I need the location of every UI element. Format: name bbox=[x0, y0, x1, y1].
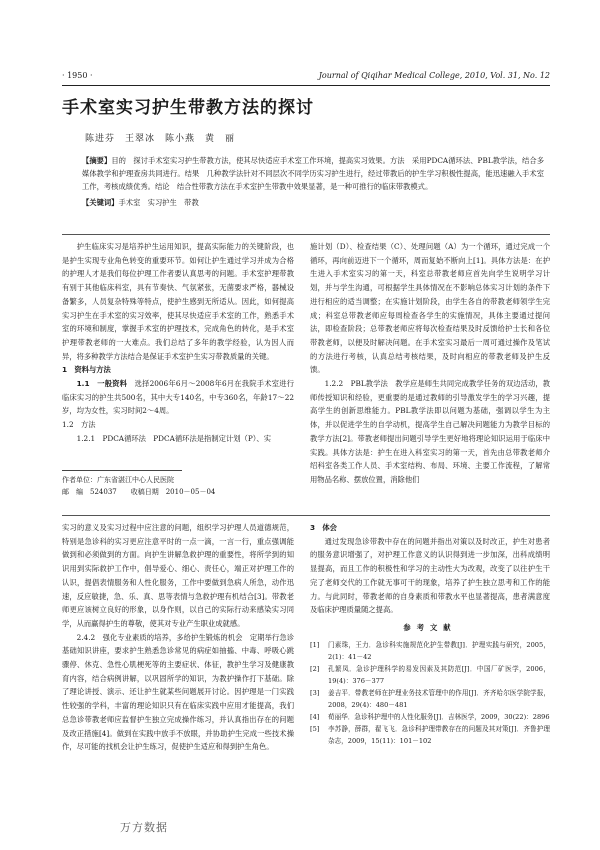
reference-item bbox=[310, 723, 550, 747]
reference-item bbox=[310, 687, 550, 711]
section-3-paragraph: 通过发现急诊带教中存在的问题并指出对策以及时改正，护生对患者的服务意识增强了，对护理工作意义的认识得到进一步加深，出科成绩明显提高，而且工作的积极性和学习的主动性大为改观，改变了以往护生干完了老师交代的工作就无事可干的现象，培养了护生独立思考和工作的能力。与此同时，带教老师的自身素质和带教水平也显著提高，患者满意度及临床护理质量随之提高。 bbox=[310, 536, 550, 615]
keywords-text: 手术室 实习护生 带教 bbox=[118, 198, 199, 207]
header-rule bbox=[62, 85, 550, 86]
continuation-paragraph: 实习的意义及实习过程中应注意的问题，组织学习护理人员道德规范，特别是急诊科的实习更应注意平时的一点一滴，一言一行，重点强调能做到和必须做到的方面。向护生讲解急救护理的重要性，将所学到的知识用到实际救护工作中，倡导爱心、细心、责任心，端正对护理工作的认识，提倡表情服务和人性化服务，工作中要做到急病人所急，动作迅速，反应敏捷，急、乐、真、思等表情与急救护理有机结合[3]。带教老师更应该树立良好的形象，以身作则，以自己的实际行动来感染实习同学，从而赢得护生的尊敬，使其对专业产生职业成就感。 bbox=[62, 523, 294, 628]
running-head bbox=[62, 69, 550, 83]
reference-text: 孔繁凤．急诊护理科学的易发因素及其防范[J]．中国厂矿医学，2006，19(4)：376－377 bbox=[328, 664, 550, 685]
article-separator-rule bbox=[62, 515, 550, 516]
abstract-text: 目的 探讨手术室实习护生带教方法，使其尽快适应手术室工作环境，提高实习效果。方法 采用PDCA循环法、PBL教学法，结合多媒体教学和护理查房共同进行。结果 几种教学法针对不同层次不同学历实习护生进行，经过带教后的护生学习积极性提高，能迅速融入手术室工作，考核成绩优秀。结论 结合性带教方法在手术室护生带教中效果显著，是一种可推行的临床带教模式。 bbox=[82, 156, 544, 191]
intro-paragraph: 护生临床实习是培养护生运用知识，提高实际能力的关键阶段，也是护生实现专业角色转变的重要环节。如何让护生通过学习并成为合格的护理人才是我们每位护理工作者要认真思考的问题。手术室护理带教有别于其他临床科室，具有节奏快、气氛紧张，无菌要求严格，器械设备繁多，人员复杂特殊等特点，使护生感到无所适从。因此，如何提高实习护生在手术室的实习效率，使其尽快适应手术室的工作，熟悉手术室的环境和制度，掌握手术室的护理技术，完成角色的转化，是手术室护理带教老师的一大难点。我们总结了多年的教学经验，认为因人而异，将多种教学方法结合是保证手术室护生实习带教质量的关键。 bbox=[62, 242, 294, 361]
abstract-rule bbox=[62, 234, 550, 235]
wanfang-watermark: 万方数据 bbox=[120, 821, 168, 834]
section-2-4-2-paragraph: 2.4.2 强化专业素质的培养，多给护生锻炼的机会 定期举行急诊基础知识讲座，要求护生熟悉急诊常见的病症如抽搐、中毒、呼吸心跳骤停、休克、急性心肌梗死等的主要症状、体征，教护生学习及健康教育内容，结合病例讲解，以巩固所学的知识，为教护操作打下基础。除了理论讲授、演示、还让护生就某些问题展开讨论。因护理是一门实践性较强的学科，丰富的理论知识只有在临床实践中应用才能提高，我们总急诊带教老师应监督护生独立完成操作练习，并认真指出存在的问题及改正措施[4]。做到在实践中放手不放眼，并协助护生完成一些技术操作，尽可能的找机会让护生练习，促使护生适应和得到护生角色。 bbox=[62, 632, 294, 752]
reference-number: [5] bbox=[310, 724, 320, 733]
abstract bbox=[82, 154, 544, 209]
keywords-line bbox=[82, 196, 544, 209]
reference-text: 李苏静，薛群，翟飞飞．急诊科护理带教存在的问题及其对策[J]．齐鲁护理杂志，2009，15(11)：101－102 bbox=[328, 724, 550, 745]
section-1-2-1-start: 1.2.1 PDCA循环法 PDCA循环法是指制定计划（P）、实 bbox=[76, 433, 271, 443]
reference-item bbox=[310, 639, 550, 663]
reference-number: [1] bbox=[310, 640, 320, 649]
section-1-heading: 1 资料与方法 bbox=[62, 365, 111, 375]
section-1-1-text: 选择2006年6月～2008年6月在我院手术室进行临床实习的护生共500名，其中大专140名，中专360名，年龄17～22岁，均为女性，实习时间2～4周。 bbox=[62, 379, 294, 416]
column-top-left bbox=[62, 240, 294, 446]
reference-number: [3] bbox=[310, 688, 320, 697]
reference-text: 门素珠，王力．急诊科实施规范化护生带教[J]．护理实践与研究，2005，2(1)：41－42 bbox=[328, 640, 550, 661]
reference-number: [4] bbox=[310, 712, 320, 721]
reference-text: 姜吉平．带教老师在护理业务技术管理中的作用[J]．齐齐哈尔医学院学报，2008，29(4)：480－481 bbox=[328, 688, 550, 709]
footnote-zip-date: 邮 编 524037 收稿日期 2010－05－04 bbox=[62, 488, 216, 496]
reference-item bbox=[310, 663, 550, 687]
reference-number: [2] bbox=[310, 664, 320, 673]
footnote bbox=[62, 474, 294, 498]
references-list bbox=[310, 639, 550, 747]
abstract-label: 【摘要】 bbox=[82, 156, 112, 165]
section-3-heading: 3 体会 bbox=[310, 523, 337, 532]
reference-item bbox=[310, 711, 550, 723]
footnote-rule bbox=[62, 470, 182, 471]
article-authors: 陈进芬 王翠冰 陈小燕 黄 丽 bbox=[85, 134, 236, 144]
abstract-paragraph bbox=[82, 154, 544, 193]
footnote-affiliation: 作者单位：广东省湛江中心人民医院 bbox=[62, 476, 174, 484]
column-top-right bbox=[310, 240, 550, 487]
references-heading: 参考文献 bbox=[403, 622, 457, 632]
column-bottom-left bbox=[62, 521, 294, 754]
article-title: 手术室实习护生带教方法的探讨 bbox=[62, 98, 314, 118]
section-1-1-heading: 1.1 一般资料 bbox=[76, 379, 128, 389]
column-bottom-right bbox=[310, 521, 550, 747]
reference-text: 荀丽华．急诊科护理中的人性化服务[J]．吉林医学，2009，30(22)：2896 bbox=[328, 712, 550, 721]
pbl-paragraph: 1.2.2 PBL教学法 教学应是师生共同完成教学任务的双边活动，教师传授知识和经验，更重要的是通过教师的引导激发学生的学习兴趣，提高学生的创新思维能力。PBL教学法即以问题为基础，强调以学生为主体，并以促进学生的自学动机，提高学生自己解决问题能力为教学目标的教学方法[2]。带教老师提出问题引导学生更好地将理论知识运用于临床中实践。具体方法是：护生在进入科室实习的第一天，首先由总带教老师介绍科室各类工作人员、手术室结构、布局、环境、主要工作流程，了解常用物品名称、摆放位置，消除他们 bbox=[310, 379, 550, 484]
page-number: · 1950 · bbox=[62, 71, 93, 80]
section-1-2-heading: 1.2 方法 bbox=[62, 420, 96, 430]
pdca-continuation: 施计划（D）、检查结果（C）、处理问题（A）为一个循环，通过完成一个循环，再向前迈进下一个循环，周而复始不断向上[1]。具体方法是：在护生进入手术室实习的第一天，科室总带教老师应首先向学生说明学习计划，并与学生沟通，可根据学生具体情况在不影响总体实习计划的条件下进行相应的适当调整；在实施计划阶段，由学生各自的带教老师领学生完成；科室总带教老师应每周检查各学生的实施情况，具体主要通过提问法，即检查阶段；总带教老师应将每次检查结果及时反馈给护士长和各位带教老师，以便及时解决问题。在手术室实习最后一周可通过操作及笔试的方法进行考核，认真总结考核结果，及时向相应的带教老师及护生反馈。 bbox=[310, 242, 550, 375]
keywords-label: 【关键词】 bbox=[82, 198, 119, 207]
journal-citation: Journal of Qiqihar Medical College, 2010, Vol. 31, No. 12 bbox=[318, 71, 550, 80]
